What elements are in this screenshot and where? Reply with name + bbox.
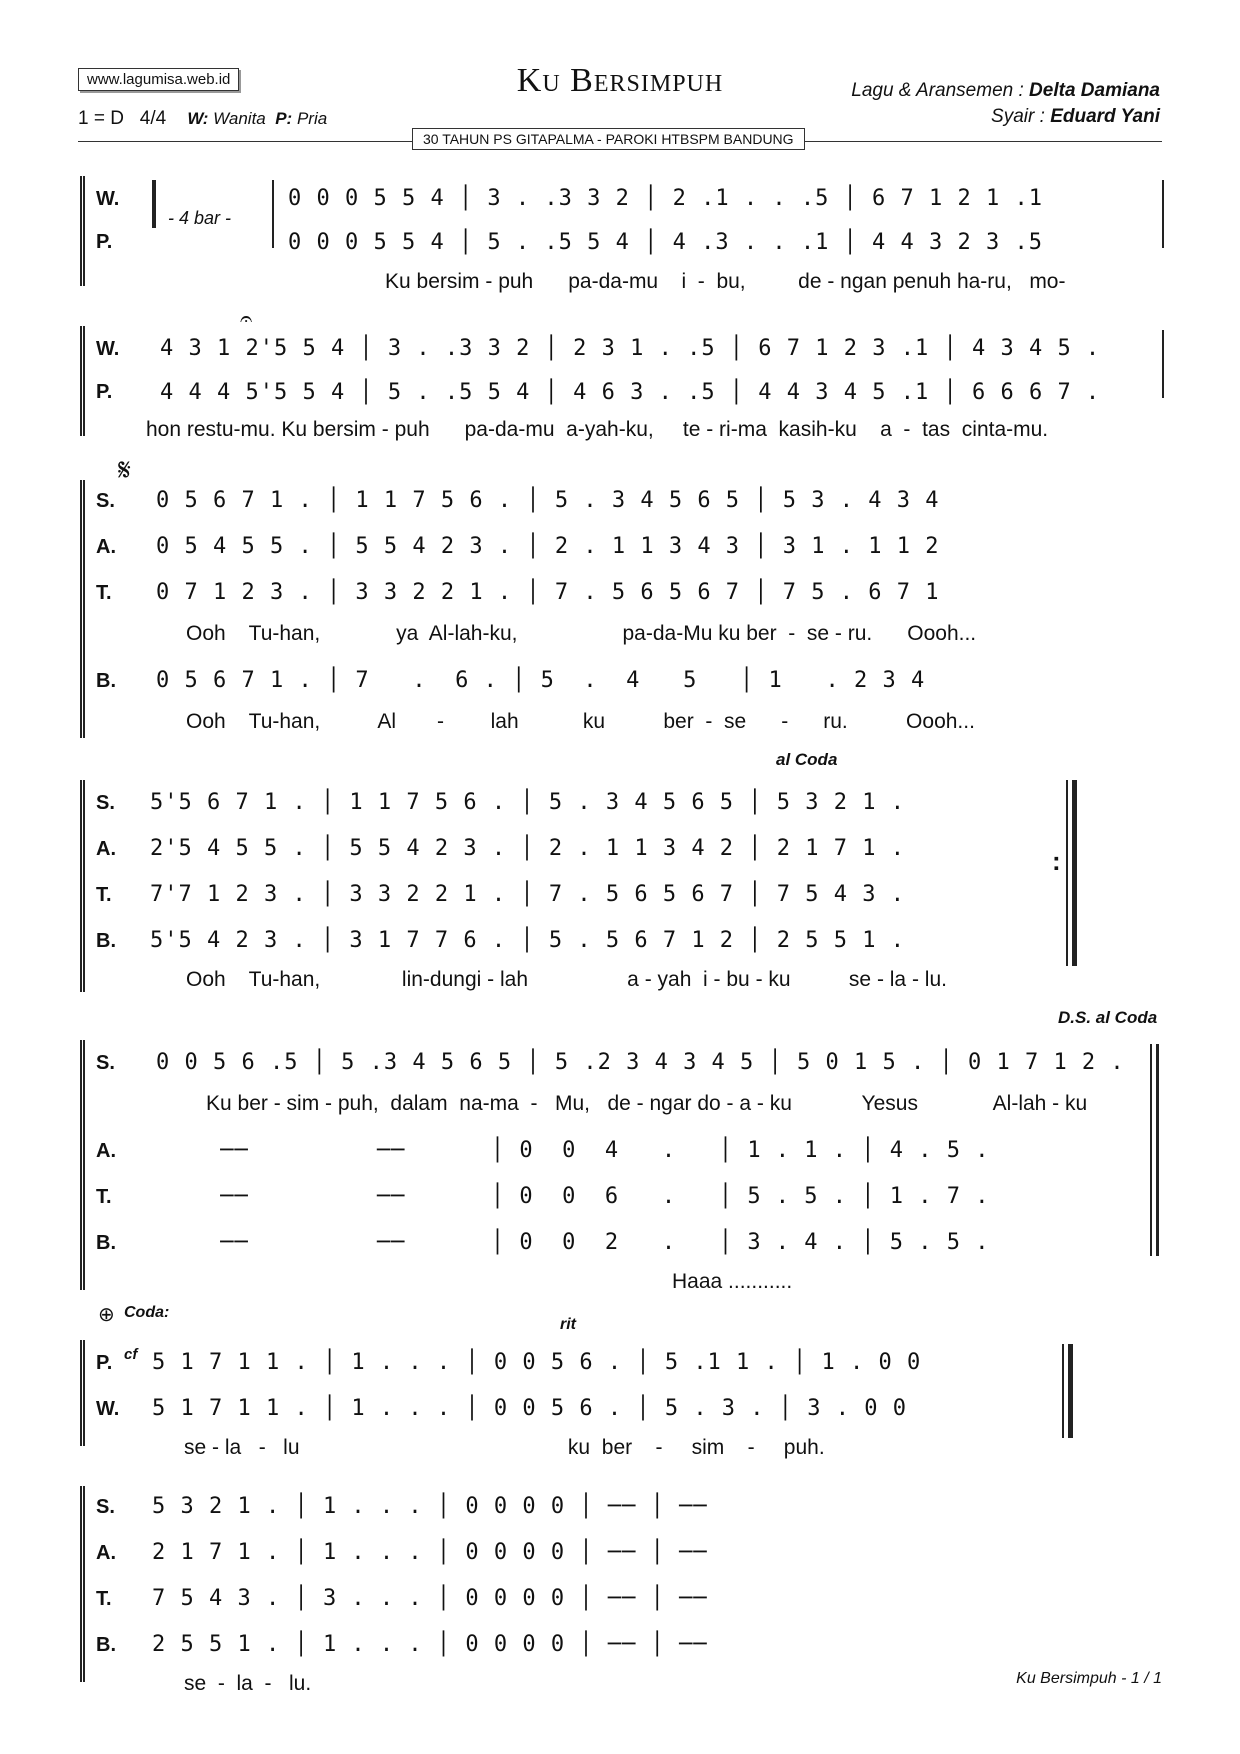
part-label-a: A.	[96, 1542, 116, 1564]
notes-p: 0 0 0 5 5 4 │ 5 . .5 5 4 │ 4 .3 . . .1 │ 4 4 3 2 3 .5	[288, 230, 1043, 255]
lyrics-line: hon restu-mu. Ku bersim - puh pa-da-mu a-yah-ku, te - ri-ma kasih-ku a - tas cinta-mu.	[146, 418, 1049, 441]
segno-icon: 𝄋	[118, 454, 131, 487]
notes-b: ── ── │ 0 0 2 . │ 3 . 4 . │ 5 . 5 .	[206, 1230, 990, 1255]
system-bracket	[80, 326, 91, 436]
part-label-s: S.	[96, 1052, 115, 1074]
part-label-w: W.	[96, 338, 120, 360]
part-label-p: P.	[96, 231, 113, 253]
part-label-b: B.	[96, 1232, 116, 1254]
repeat-end-bar	[1066, 780, 1077, 966]
part-label-t: T.	[96, 582, 112, 604]
notes-a: ── ── │ 0 0 4 . │ 1 . 1 . │ 4 . 5 .	[206, 1138, 990, 1163]
part-label-w: W.	[96, 1398, 120, 1420]
part-label-b: B.	[96, 670, 116, 692]
fermata-icon: 𝄐	[240, 306, 253, 331]
notes-w: 5 1 7 1 1 . │ 1 . . . │ 0 0 5 6 . │ 5 . 3 . │ 3 . 0 0	[152, 1396, 907, 1421]
lyrics-upper: Ooh Tu-han, ya Al-lah-ku, pa-da-Mu ku ber - se - ru. Oooh...	[186, 622, 977, 645]
key-signature: 1 = D 4/4 W: Wanita P: Pria	[78, 108, 328, 129]
notes-s: 5 3 2 1 . │ 1 . . . │ 0 0 0 0 │ ── │ ──	[152, 1494, 708, 1519]
barline-end	[1162, 180, 1164, 248]
part-label-b: B.	[96, 1634, 116, 1656]
system-bracket	[80, 176, 91, 286]
lyricist-name: Eduard Yani	[1050, 106, 1160, 127]
system-bracket	[80, 1340, 91, 1446]
page-footer: Ku Bersimpuh - 1 / 1	[1016, 1670, 1162, 1687]
part-label-a: A.	[96, 838, 116, 860]
composer-credit: Lagu & Aransemen : Delta Damiana	[851, 80, 1160, 101]
lyrics-lower: Ooh Tu-han, Al - lah ku ber - se - ru. Oooh...	[186, 710, 975, 733]
repeat-start-bar	[152, 180, 156, 228]
barline-end	[1162, 330, 1164, 398]
final-bar	[1062, 1344, 1073, 1438]
song-title: Ku Bersimpuh	[516, 62, 724, 99]
intro-rest: - 4 bar -	[168, 208, 232, 228]
part-label-s: S.	[96, 1496, 115, 1518]
part-label-w: W.	[96, 188, 120, 210]
part-label-t: T.	[96, 884, 112, 906]
notes-t: 7 5 4 3 . │ 3 . . . │ 0 0 0 0 │ ── │ ──	[152, 1586, 708, 1611]
notes-a: 2'5 4 5 5 . │ 5 5 4 2 3 . │ 2 . 1 1 3 4 2 │ 2 1 7 1 .	[150, 836, 905, 861]
notes-s: 0 5 6 7 1 . │ 1 1 7 5 6 . │ 5 . 3 4 5 6 5 │ 5 3 . 4 3 4	[156, 488, 940, 513]
cf-mark: cf	[124, 1346, 138, 1363]
subtitle: 30 TAHUN PS GITAPALMA - PAROKI HTBSPM BANDUNG	[412, 128, 805, 150]
lyrics-line: se - la - lu.	[184, 1672, 312, 1695]
notes-b: 2 5 5 1 . │ 1 . . . │ 0 0 0 0 │ ── │ ──	[152, 1632, 708, 1657]
notes-w: 0 0 0 5 5 4 │ 3 . .3 3 2 │ 2 .1 . . .5 │ 6 7 1 2 1 .1	[288, 186, 1043, 211]
system-bracket	[80, 1486, 91, 1682]
part-label-p: P.	[96, 381, 113, 403]
notes-t: 0 7 1 2 3 . │ 3 3 2 2 1 . │ 7 . 5 6 5 6 7 │ 7 5 . 6 7 1	[156, 580, 940, 605]
repeat-dots: :	[1052, 846, 1061, 876]
notes-t: ── ── │ 0 0 6 . │ 5 . 5 . │ 1 . 7 .	[206, 1184, 990, 1209]
lyrics-line: Ooh Tu-han, lin-dungi - lah a - yah i - bu - ku se - la - lu.	[186, 968, 947, 991]
notes-p: 4 4 4 5'5 5 4 │ 5 . .5 5 4 │ 4 6 3 . .5 │ 4 4 3 4 5 .1 │ 6 6 6 7 .	[160, 380, 1101, 405]
rit-mark: rit	[560, 1316, 576, 1333]
notes-a: 2 1 7 1 . │ 1 . . . │ 0 0 0 0 │ ── │ ──	[152, 1540, 708, 1565]
part-label-a: A.	[96, 536, 116, 558]
system-bracket	[80, 480, 91, 738]
system-bracket	[80, 780, 91, 992]
al-coda-mark: al Coda	[776, 750, 838, 769]
part-label-a: A.	[96, 1140, 116, 1162]
notes-p: 5 1 7 1 1 . │ 1 . . . │ 0 0 5 6 . │ 5 .1 1 . │ 1 . 0 0	[152, 1350, 922, 1375]
notes-s: 5'5 6 7 1 . │ 1 1 7 5 6 . │ 5 . 3 4 5 6 5 │ 5 3 2 1 .	[150, 790, 905, 815]
part-label-b: B.	[96, 930, 116, 952]
part-label-s: S.	[96, 490, 115, 512]
lyrics-pw: se - la - lu ku ber - sim - puh.	[184, 1436, 825, 1459]
part-label-s: S.	[96, 792, 115, 814]
coda-label: Coda:	[124, 1304, 170, 1321]
notes-b: 5'5 4 2 3 . │ 3 1 7 7 6 . │ 5 . 5 6 7 1 2 │ 2 5 5 1 .	[150, 928, 905, 953]
notes-w: 4 3 1 2'5 5 4 │ 3 . .3 3 2 │ 2 3 1 . .5 │ 6 7 1 2 3 .1 │ 4 3 4 5 .	[160, 336, 1101, 361]
composer-name: Delta Damiana	[1029, 80, 1160, 101]
ds-al-coda-mark: D.S. al Coda	[1058, 1008, 1158, 1027]
notes-s: 0 0 5 6 .5 │ 5 .3 4 5 6 5 │ 5 .2 3 4 3 4 5 │ 5 0 1 5 . │ 0 1 7 1 2 .	[156, 1050, 1125, 1075]
part-label-t: T.	[96, 1186, 112, 1208]
website-label: www.lagumisa.web.id	[78, 68, 239, 91]
notes-a: 0 5 4 5 5 . │ 5 5 4 2 3 . │ 2 . 1 1 3 4 3 │ 3 1 . 1 1 2	[156, 534, 940, 559]
part-label-p: P.	[96, 1352, 113, 1374]
lyricist-credit: Syair : Eduard Yani	[991, 106, 1160, 127]
double-bar	[1150, 1044, 1159, 1256]
lyrics-line: Haaa ...........	[672, 1270, 793, 1293]
system-bracket	[80, 1040, 91, 1290]
lyrics-line: Ku bersim - puh pa-da-mu i - bu, de - ngan penuh ha-ru, mo-	[385, 270, 1066, 293]
lyrics-s: Ku ber - sim - puh, dalam na-ma - Mu, de - ngar do - a - ku Yesus Al-lah - ku	[206, 1092, 1088, 1115]
part-label-t: T.	[96, 1588, 112, 1610]
barline	[272, 180, 274, 248]
notes-b: 0 5 6 7 1 . │ 7 . 6 . │ 5 . 4 5 │ 1 . 2 3 4	[156, 668, 926, 693]
notes-t: 7'7 1 2 3 . │ 3 3 2 2 1 . │ 7 . 5 6 5 6 7 │ 7 5 4 3 .	[150, 882, 905, 907]
coda-icon: ⊕	[98, 1304, 115, 1326]
